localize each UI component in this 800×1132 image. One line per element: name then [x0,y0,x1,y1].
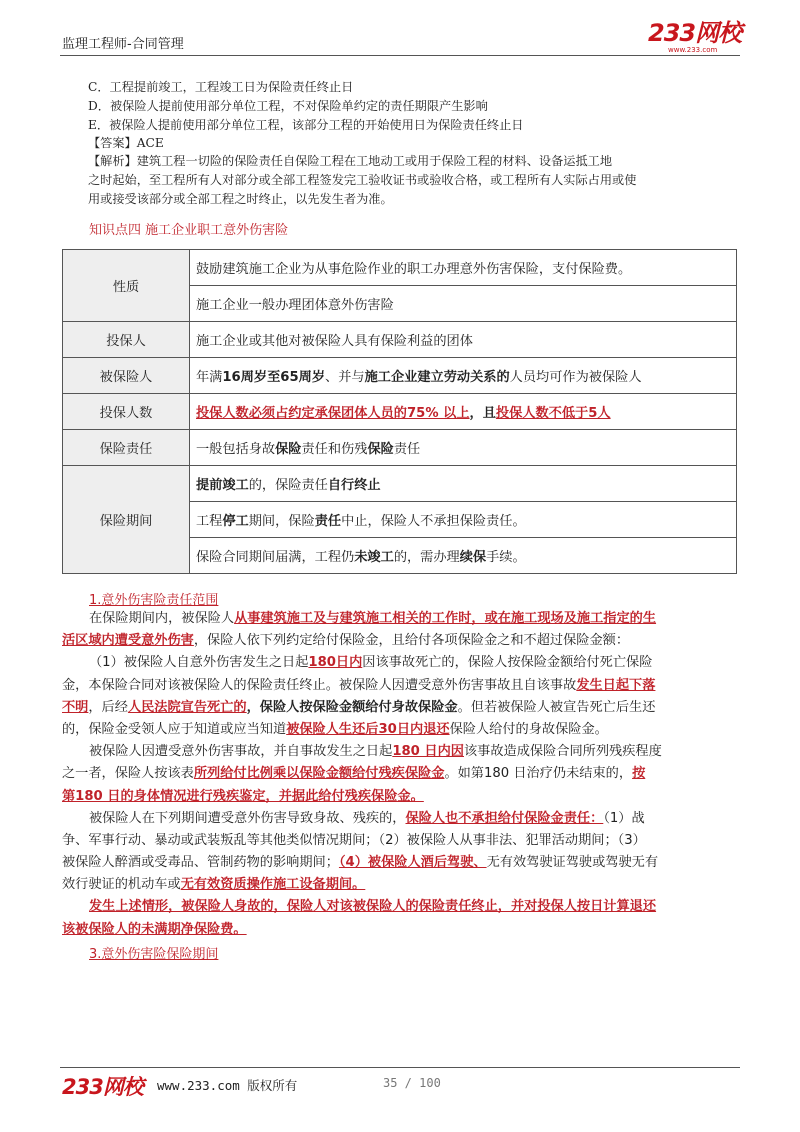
applicant-label: 投保人 [63,322,190,358]
paragraph-line [62,852,740,874]
nature-row-1: 鼓励建筑施工企业为从事危险作业的职工办理意外伤害保险，支付保险费。 [190,250,737,286]
paragraph-line [62,896,740,918]
text-span-emphasis: 180日内 [308,655,363,671]
text-span: （1）被保险人自意外伤害发生之日起 [89,655,309,671]
paragraph-line [62,608,740,630]
brand-logo [648,20,758,54]
option-d: D．被保险人提前使用部分单位工程，不对保险单约定的责任期限产生影响 [88,99,488,113]
text-span-emphasis: 所列给付比例乘以保险金额给付残疾保险金 [193,766,445,782]
text-span: 、并与 [325,370,365,385]
text-span-emphasis: （4）被保险人酒后驾驶、 [338,855,487,871]
text-span: 年满 [196,370,223,385]
text-span-bold: 16周岁至65周岁 [222,370,326,385]
text-span-emphasis: 发生日起下落 [576,677,656,693]
explanation-label: 【解析】 [88,154,137,168]
text-span-bold: 提前竣工 [196,478,249,493]
text-span-bold: 责任 [314,514,342,529]
text-span: 被保险人因遭受意外伤害事故，并自事故发生之日起 [89,744,393,760]
paragraph-line [62,675,740,697]
text-span: 保险人给付的身故保险金。 [449,721,608,737]
text-span: 工程 [196,514,223,529]
paragraph-line [62,786,740,808]
text-span: 的，保险金受领人应于知道或应当知道 [62,721,287,737]
section-1-body [62,608,740,941]
text-span: 期间，保险 [248,514,315,529]
explanation-line-1: 建筑工程一切险的保险责任自保险工程在工地动工或用于保险工程的材料、设备运抵工地 [136,154,613,168]
text-span-emphasis: 活区域内遭受意外伤害 [62,633,194,649]
text-span: ，保险人不承担保险责任。 [367,514,526,529]
text-span: ，保险人依下列约定给付保险金，且给付各项保险金之和不超过保险金额： [193,633,630,649]
text-span: 的，保险责任 [248,478,328,493]
text-span: （1）战 [603,810,645,826]
text-span-emphasis: 无有效资质操作施工设备期间。 [180,877,366,893]
text-span: 人员均可作为被保险人 [509,370,642,385]
section-1-title: 1.意外伤害险责任范围 [89,593,219,608]
explanation-line-3: 用或接受该部分或全部工程之时终止，以先发生者为准。 [88,192,393,206]
text-span: 被保险人在下列期间遭受意外伤害导致身故、残疾的， [89,810,406,826]
text-span: 效行驶证的机动车或 [62,877,181,893]
brand-logo-url: www.233.com [668,46,718,54]
text-span-emphasis: 从事建筑施工及与建筑施工相关的工作时，或在施工现场及施工指定的生 [234,611,657,626]
paragraph-line [62,719,740,741]
footer-copyright: www.233.com 版权所有 [157,1078,298,1093]
answer: 【答案】ACE [88,136,164,150]
text-span: 争、军事行动、暴动或武装叛乱等其他类似情况期间；（2）被保险人从事非法、犯罪活动期间；（3） [62,832,646,848]
text-span-bold: 保险 [367,442,394,457]
paragraph-line [62,874,740,896]
period-row-2 [190,502,737,538]
knowledge-point-title: 知识点四 施工企业职工意外伤害险 [89,223,289,238]
text-span: 在保险期间内，被保险人 [89,611,235,626]
text-span-bold: 停工 [222,514,249,529]
text-span-bold: 自行终止 [327,478,381,493]
text-span-bold: 续保 [459,550,487,565]
text-span-emphasis: 投保人数不低于5人 [495,406,611,421]
text-span-emphasis: 该被保险人的未满期净保险费。 [62,921,247,937]
paragraph-line [62,741,740,763]
paragraph-line [62,763,740,785]
count-label: 投保人数 [63,394,190,430]
nature-label: 性质 [63,250,190,322]
applicant-value: 施工企业或其他对被保险人具有保险利益的团体 [190,322,737,358]
paragraph-line [62,630,740,652]
footer-divider [60,1067,740,1068]
text-span-emphasis: 人民法院宣告死亡的 [127,699,247,715]
insurance-info-table [62,249,737,574]
liability-value [190,430,737,466]
explanation-line-2: 之时起始，至工程所有人对部分或全部工程签发完工验收证书或验收合格，或工程所有人实际占用或使 [88,173,637,187]
text-span-emphasis: 不明 [62,699,89,715]
paragraph-line [62,652,740,674]
text-span-emphasis: 保险人也不承担给付保险金责任： [405,810,604,826]
period-row-3 [190,538,737,574]
text-span: ，后经 [88,699,128,715]
text-span: 的，需办理 [393,550,460,565]
text-span: 。如第180 日治疗仍未结束的， [444,766,633,782]
text-span-emphasis: 180 日内因 [392,744,464,760]
text-span: 一般包括身故 [196,442,276,457]
text-span-emphasis: 发生上述情形，被保险人身故的，保险人对该被保险人的保险责任终止，并对投保人按日计算退还 [89,899,657,915]
text-span: 无有效驾驶证驾驶或驾驶无有 [486,855,659,871]
text-span-bold: 施工企业建立劳动关系的 [364,370,510,385]
paragraph-line [62,808,740,830]
text-span-bold: ，保险人按保险金额给付身故保险金 [246,699,458,715]
insured-label: 被保险人 [63,358,190,394]
header-title: 监理工程师-合同管理 [62,37,184,52]
text-span: 保险合同期间届满，工程仍 [196,550,355,565]
liability-label: 保险责任 [63,430,190,466]
text-span: 因该事故死亡的，保险人按保险金额给付死亡保险 [362,655,653,671]
paragraph-line [62,697,740,719]
text-span-emphasis: 第180 日的身体情况进行残疾鉴定，并据此给付残疾保险金。 [62,788,424,804]
text-span: 手续。 [486,550,526,565]
text-span-emphasis: 被保险人生还后30日内退还 [286,721,450,737]
text-span: 被保险人醉酒或受毒品、管制药物的影响期间； [62,855,339,871]
period-row-1 [190,466,737,502]
brand-logo-text: 233网校 [648,19,742,47]
text-span-emphasis: 按 [632,766,646,782]
section-3-title: 3.意外伤害险保险期间 [89,947,219,962]
text-span-emphasis: 投保人数必须占约定承保团体人员的75% 以上 [196,406,470,421]
page-number: 35 / 100 [383,1076,441,1090]
option-c: C．工程提前竣工，工程竣工日为保险责任终止日 [88,80,354,94]
paragraph-line [62,830,740,852]
text-span: 责任和伤残 [301,442,368,457]
text-span: 之一者，保险人按该表 [62,766,194,782]
text-span: 。但若被保险人被宣告死亡后生还 [457,699,656,715]
count-value [190,394,737,430]
nature-row-2: 施工企业一般办理团体意外伤害险 [190,286,737,322]
text-span: 该事故造成保险合同所列残疾程度 [464,744,662,760]
text-span-bold: 保险 [275,442,302,457]
explanation [88,152,738,209]
text-span: 金，本保险合同对该被保险人的保险责任终止。被保险人因遭受意外伤害事故且自该事故 [62,677,577,693]
text-span-bold: ，且 [469,406,496,421]
period-label: 保险期间 [63,466,190,574]
text-span-bold: 未竣工 [354,550,394,565]
text-span: 中止 [341,514,368,529]
header-divider [60,55,740,56]
insured-value [190,358,737,394]
paragraph-line [62,919,740,941]
option-e: E．被保险人提前使用部分单位工程，该部分工程的开始使用日为保险责任终止日 [88,118,524,132]
text-span: 责任 [393,442,421,457]
footer-logo: 233网校 [62,1075,143,1099]
